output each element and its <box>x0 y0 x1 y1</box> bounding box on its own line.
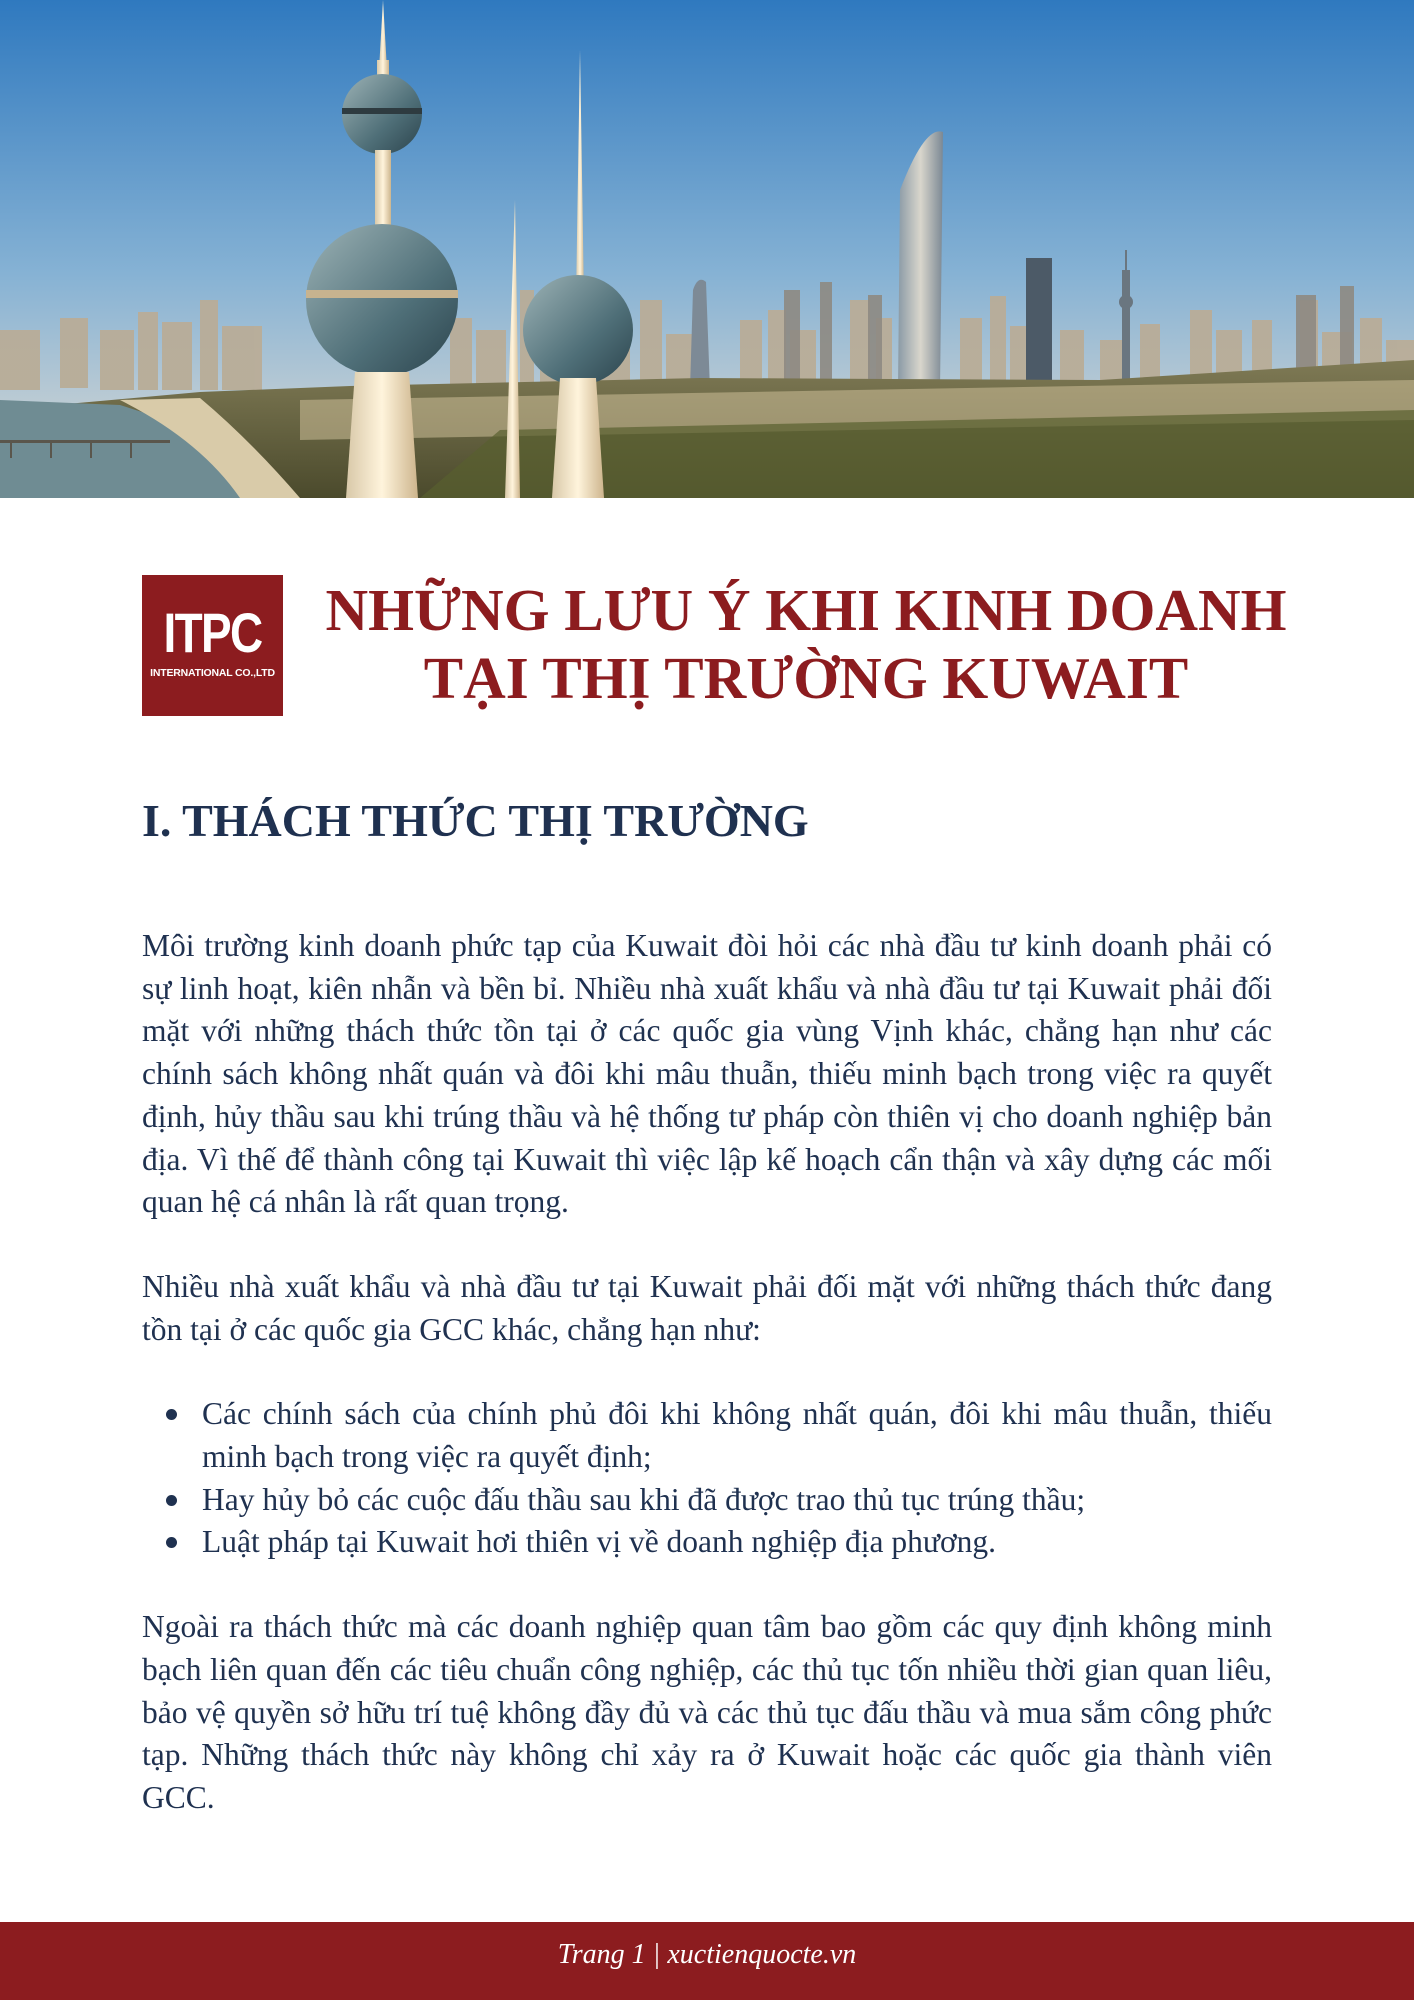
paragraph-2: Nhiều nhà xuất khẩu và nhà đầu tư tại Kuwait phải đối mặt với những thách thức đang tồn tại ở các quốc gia GCC khác, chẳng hạn như: <box>142 1268 1272 1347</box>
bullet-icon <box>166 1495 177 1506</box>
logo-subtitle: INTERNATIONAL CO.,LTD <box>150 667 275 679</box>
page-footer <box>0 1922 1414 2000</box>
title-line-1: NHỮNG LƯU Ý KHI KINH DOANH <box>325 577 1287 643</box>
bullet-icon <box>166 1409 177 1420</box>
list-item <box>202 1479 1272 1522</box>
list-item-text: Hay hủy bỏ các cuộc đấu thầu sau khi đã được trao thủ tục trúng thầu; <box>202 1481 1086 1517</box>
logo-name: ITPC <box>163 601 262 664</box>
list-item-text: Các chính sách của chính phủ đôi khi không nhất quán, đôi khi mâu thuẫn, thiếu minh bạch trong việc ra quyết định; <box>202 1396 1272 1475</box>
paragraph-1: Môi trường kinh doanh phức tạp của Kuwait đòi hỏi các nhà đầu tư kinh doanh phải có sự linh hoạt, kiên nhẫn và bền bỉ. Nhiều nhà xuất khẩu và nhà đầu tư tại Kuwait phải đối mặt với những thách thức tồn tại ở các quốc gia vùng Vịnh khác, chẳng hạn như các chính sách không nhất quán và đôi khi mâu thuẫn, thiếu minh bạch trong việc ra quyết định, hủy thầu sau khi trúng thầu và hệ thống tư pháp còn thiên vị cho doanh nghiệp bản địa. Vì thế để thành công tại Kuwait thì việc lập kế hoạch cẩn thận và xây dựng các mối quan hệ cá nhân là rất quan trọng. <box>142 928 1272 1220</box>
list-item <box>202 1393 1272 1478</box>
kuwait-skyline-image <box>0 0 1414 498</box>
title-line-2: TẠI THỊ TRƯỜNG KUWAIT <box>423 645 1189 711</box>
document-title <box>300 576 1312 712</box>
footer-text: Trang 1 | xuctienquocte.vn <box>557 1939 857 1970</box>
paragraph-3: Ngoài ra thách thức mà các doanh nghiệp quan tâm bao gồm các quy định không minh bạch liên quan đến các tiêu chuẩn công nghiệp, các thủ tục tốn nhiều thời gian quan liêu, bảo vệ quyền sở hữu trí tuệ không đầy đủ và các thủ tục đấu thầu và mua sắm công phức tạp. Những thách thức này không chỉ xảy ra ở Kuwait hoặc các quốc gia thành viên GCC. <box>142 1609 1272 1815</box>
challenge-list <box>142 1393 1272 1564</box>
section-heading: I. THÁCH THỨC THỊ TRƯỜNG <box>142 795 809 846</box>
header-photo <box>0 0 1414 498</box>
section-body <box>142 925 1272 1820</box>
bullet-icon <box>166 1537 177 1548</box>
list-item-text: Luật pháp tại Kuwait hơi thiên vị về doanh nghiệp địa phương. <box>202 1524 996 1560</box>
list-item <box>202 1521 1272 1564</box>
itpc-logo <box>142 575 283 716</box>
